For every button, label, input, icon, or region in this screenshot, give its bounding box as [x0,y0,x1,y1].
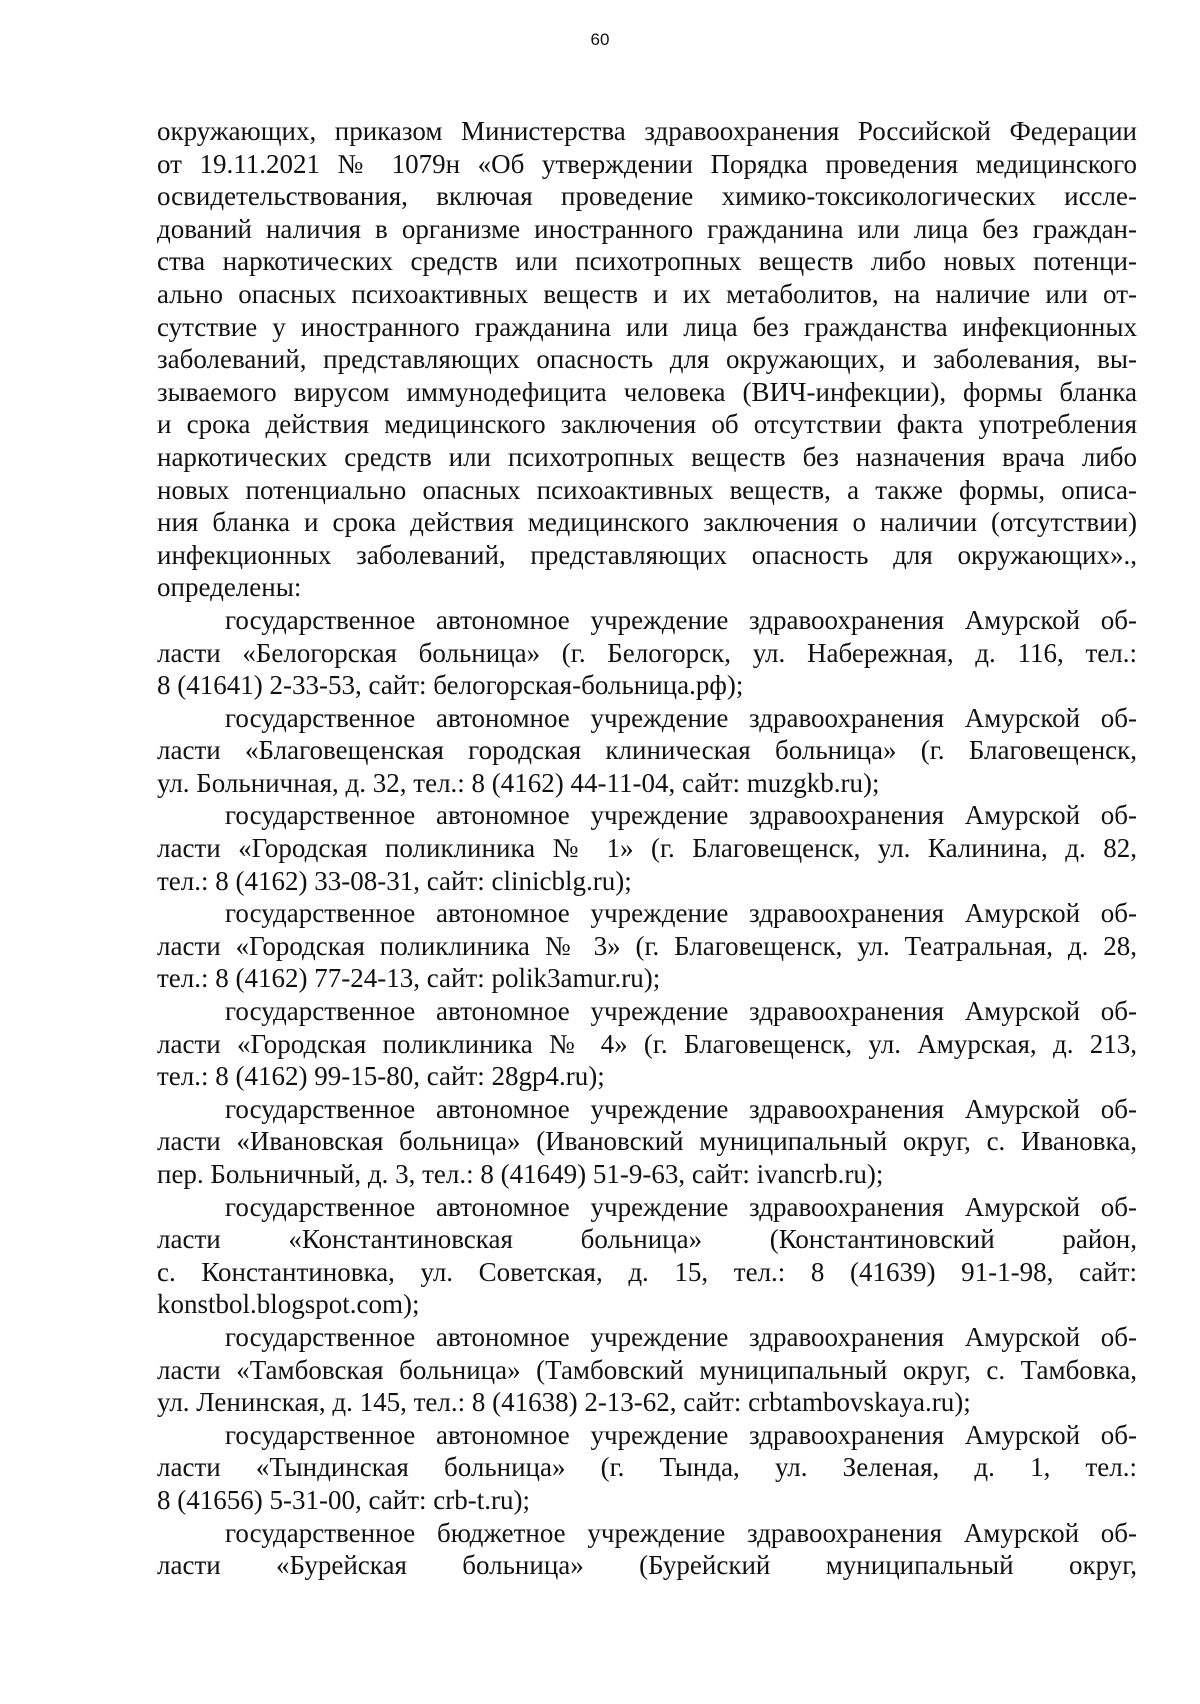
text-line: заболеваний, представляющих опасность для окружающих, и заболевания, вы- [157,344,1137,375]
text-line: ул. Ленинская, д. 145, тел.: 8 (41638) 2-13-62, сайт: crbtambovskaya.ru); [157,1387,971,1418]
text-line: тел.: 8 (4162) 77-24-13, сайт: polik3amur.ru); [157,963,661,994]
text-line: сутствие у иностранного гражданина или лица без гражданства инфекционных [157,311,1137,342]
text-line: определены: [157,572,302,603]
text-line: ласти «Городская поликлиника № 3» (г. Благовещенск, ул. Театральная, д. 28, [157,930,1137,961]
text-line: новых потенциально опасных психоактивных веществ, а также формы, описа- [157,474,1137,505]
text-line: ласти «Бурейская больница» (Бурейский муниципальный округ, [157,1550,1137,1581]
text-line: ласти «Тамбовская больница» (Тамбовский муниципальный округ, с. Тамбовка, [157,1354,1137,1385]
text-line: ласти «Тындинская больница» (г. Тында, ул. Зеленая, д. 1, тел.: [157,1452,1137,1483]
text-line: государственное автономное учреждение здравоохранения Амурской об- [225,1321,1137,1352]
text-line: и срока действия медицинского заключения об отсутствии факта употребления [157,409,1137,440]
text-line: государственное бюджетное учреждение здравоохранения Амурской об- [225,1517,1137,1548]
text-line: государственное автономное учреждение здравоохранения Амурской об- [225,702,1137,733]
text-line: государственное автономное учреждение здравоохранения Амурской об- [225,1419,1137,1450]
text-line: зываемого вирусом иммунодефицита человека (ВИЧ-инфекции), формы бланка [157,376,1137,407]
text-line: konstbol.blogspot.com); [157,1289,420,1320]
text-line: пер. Больничный, д. 3, тел.: 8 (41649) 51-9-63, сайт: ivancrb.ru); [157,1159,884,1189]
text-line: ласти «Константиновская больница» (Константиновский район, [157,1224,1137,1255]
text-line: тел.: 8 (4162) 33-08-31, сайт: clinicblg.ru); [157,865,632,896]
text-line: ласти «Городская поликлиника № 4» (г. Благовещенск, ул. Амурская, д. 213, [157,1028,1137,1059]
text-line: ласти «Городская поликлиника № 1» (г. Благовещенск, ул. Калинина, д. 82, [157,833,1137,864]
text-line: дований наличия в организме иностранного гражданина или лица без граждан- [157,213,1137,244]
text-line: ально опасных психоактивных веществ и их метаболитов, на наличие или от- [157,278,1137,309]
text-line: ласти «Благовещенская городская клиническая больница» (г. Благовещенск, [157,735,1137,766]
text-line: 8 (41656) 5-31-00, сайт: crb-t.ru); [157,1484,530,1515]
text-line: государственное автономное учреждение здравоохранения Амурской об- [225,996,1137,1027]
text-line: с. Константиновка, ул. Советская, д. 15, тел.: 8 (41639) 91-1-98, сайт: [157,1256,1137,1287]
text-line: тел.: 8 (4162) 99-15-80, сайт: 28gp4.ru); [157,1061,605,1092]
text-line: государственное автономное учреждение здравоохранения Амурской об- [225,800,1137,831]
text-line: ния бланка и срока действия медицинского заключения о наличии (отсутствии) [157,507,1137,538]
text-line: государственное автономное учреждение здравоохранения Амурской об- [225,1191,1137,1222]
text-line: ласти «Ивановская больница» (Ивановский муниципальный округ, с. Ивановка, [157,1126,1137,1157]
text-line: ласти «Белогорская больница» (г. Белогорск, ул. Набережная, д. 116, тел.: [157,637,1137,668]
text-line: наркотических средств или психотропных веществ без назначения врача либо [157,441,1137,472]
text-line: инфекционных заболеваний, представляющих опасность для окружающих»., [157,539,1137,570]
text-line: от 19.11.2021 № 1079н «Об утверждении Порядка проведения медицинского [157,148,1137,179]
text-line: ул. Больничная, д. 32, тел.: 8 (4162) 44-11-04, сайт: muzgkb.ru); [157,767,880,798]
document-body [157,115,1137,1582]
text-line: 8 (41641) 2-33-53, сайт: белогорская-больница.рф); [157,670,744,701]
text-line: государственное автономное учреждение здравоохранения Амурской об- [225,604,1137,635]
text-line: освидетельствования, включая проведение химико-токсикологических иссле- [157,181,1137,212]
text-line: ства наркотических средств или психотропных веществ либо новых потенци- [157,246,1137,277]
text-line: окружающих, приказом Министерства здравоохранения Российской Федерации [157,116,1137,146]
text-line: государственное автономное учреждение здравоохранения Амурской об- [225,1093,1137,1124]
text-line: государственное автономное учреждение здравоохранения Амурской об- [225,898,1137,929]
page-number: 60 [590,30,610,49]
